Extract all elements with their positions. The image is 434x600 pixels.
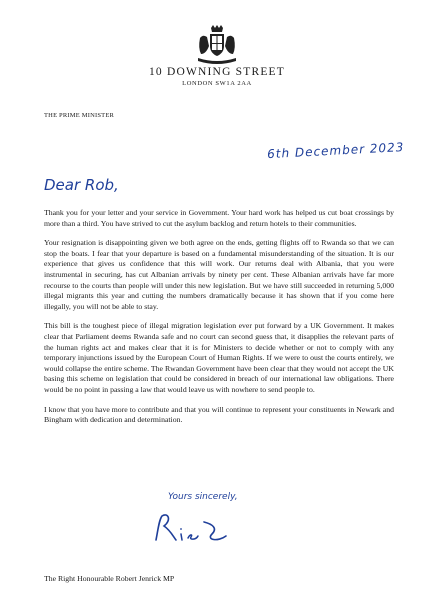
- paragraph: This bill is the toughest piece of illegal migration legislation ever put forward by a UK Government. It makes clear that Parliament deems Rwanda safe and no court can second guess that, it disapplies the relevant parts of the human rights act and makes clear that it is for Ministers to decide whether or not to comply with any temporary injunctions issued by the European Court of Human Rights. If we were to oust the courts entirely, we would collapse the entire scheme. The Rwandan Government have been clear that they would not accept the UK basing this scheme on legislation that could be considered in breach of our international law obligations. There would be no point in passing a law that would leave us with nowhere to send people to.: [44, 321, 394, 394]
- royal-coat-of-arms-icon: [192, 24, 242, 70]
- sender-title: THE PRIME MINISTER: [44, 112, 115, 119]
- handwritten-signature: [146, 508, 246, 548]
- paragraph: I know that you have more to contribute and that you will continue to represent your constituents in Newark and Bingham with dedication and determination.: [44, 404, 394, 425]
- handwritten-closing: Yours sincerely,: [168, 492, 238, 502]
- address-line-city: LONDON SW1A 2AA: [182, 80, 252, 87]
- paragraph: Your resignation is disappointing given we both agree on the ends, getting flights off to Rwanda so that we can stop the boats. I fear that your departure is based on a fundamental misunderstanding of the situation. It is our experience that gives us confidence that this will work. Our returns deal with Albania, that you were instrumental in securing, has cut Albanian arrivals by ninety per cent. These Albanian arrivals have far more recourse to the courts than people will under this new legislation. But we have still succeeded in returning 5,000 illegal migrants this year and cutting the numbers dramatically because it has shown that if you come here illegally, you will not be able to stay.: [44, 238, 394, 311]
- handwritten-salutation: Dear Rob,: [44, 176, 119, 194]
- handwritten-date: 6th December 2023: [266, 140, 405, 162]
- paragraph: Thank you for your letter and your service in Government. Your hard work has helped us cut boat crossings by more than a third. You have strived to cut the asylum backlog and return hotels to their communities.: [44, 208, 394, 228]
- recipient-name: The Right Honourable Robert Jenrick MP: [44, 574, 175, 583]
- letter-body: [44, 208, 394, 435]
- address-line-street: 10 DOWNING STREET: [148, 66, 286, 78]
